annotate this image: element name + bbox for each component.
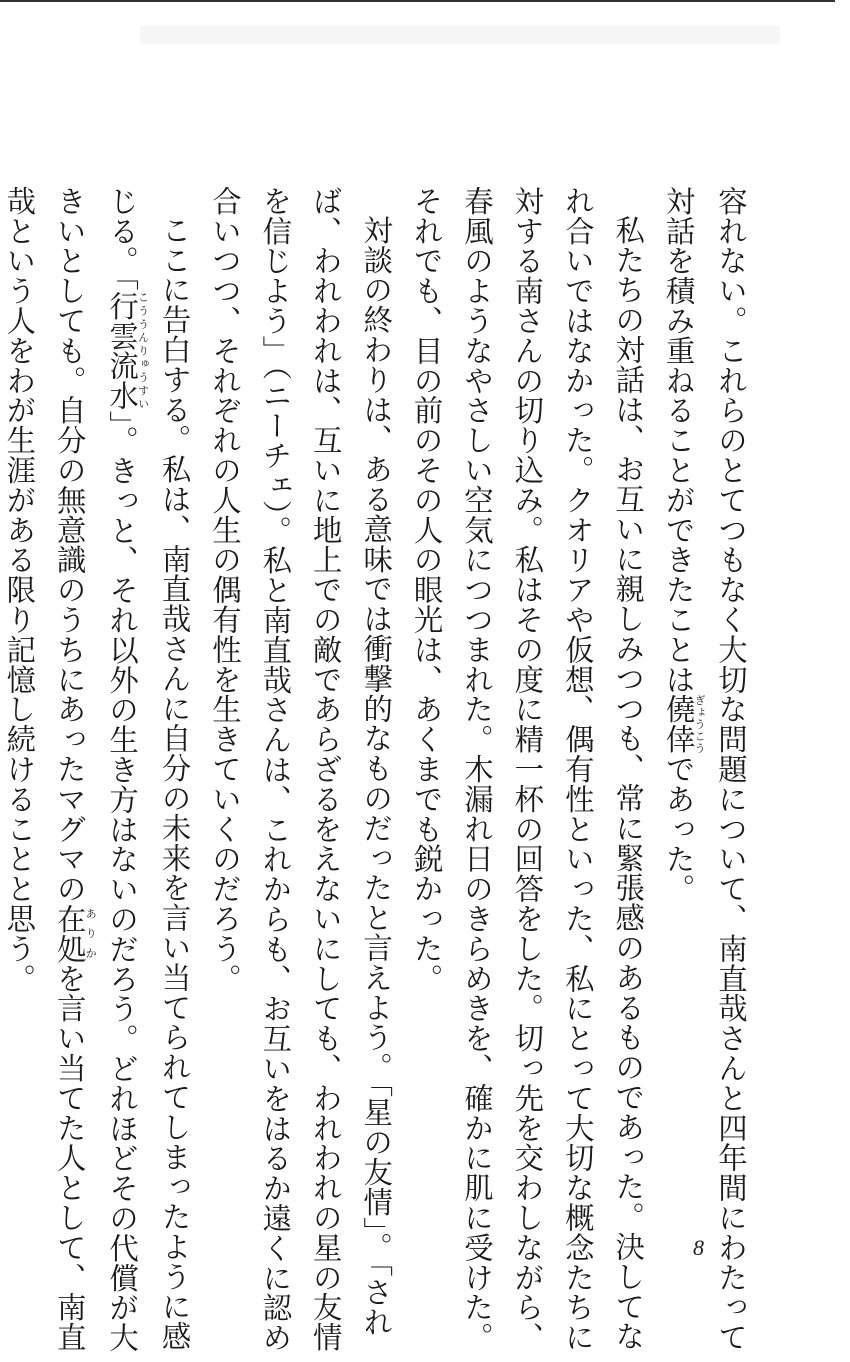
text-column-3: 私たちの対話は、お互いに親しみつつも、常に緊張感のあるものであった。決してな <box>611 215 646 1352</box>
text-column-10: を信じよう」（ニーチェ）。私と南直哉さんは、これからも、お互いをはるか遠くに認め <box>258 186 293 1353</box>
text-column-9: ば、われわれは、互いに地上での敵であらざるをえないにしても、われわれの星の友情 <box>308 186 343 1353</box>
text-column-6: 春風のようなやさしい空気につつまれた。木漏れ日のきらめきを、確かに肌に受けた。 <box>459 186 494 1353</box>
ruby-reading: ありか <box>84 903 98 964</box>
top-border-line <box>0 0 835 2</box>
text-column-12: ここに告白する。私は、南直哉さんに自分の未来を言い当てられてしまったように感 <box>157 215 192 1352</box>
text-column-11: 合いつつ、それぞれの人生の偶有性を生きていくのだろう。 <box>207 186 242 994</box>
text-column-13 <box>97 186 150 1353</box>
column-text-segment: 対話を積み重ねることができたことは <box>661 186 696 695</box>
text-column-2 <box>653 186 705 1266</box>
text-column-4: れ合いではなかった。クオリアや仮想、偶有性といった、私にとって大切な概念たちに <box>560 186 595 1353</box>
column-text-segment: を言い当てた人として、南直 <box>52 963 87 1353</box>
scan-artifact-band <box>140 26 780 44</box>
ruby-base: 在処 <box>52 903 87 964</box>
column-text-segment: 」。きっと、それ以外の生き方はないのだろう。どれほどその代償が大 <box>105 410 140 1353</box>
text-column-7: それでも、目の前のその人の眼光は、あくまでも鋭かった。 <box>409 186 444 994</box>
ruby-reading: こううんりゅうすい <box>136 290 150 411</box>
column-text-segment: じる。「 <box>105 186 140 291</box>
ruby-reading: ぎょうこう <box>693 694 707 755</box>
column-text-segment: きいとしても。自分の無意識のうちにあったマグマの <box>52 186 87 904</box>
furigana-kouunryuusui <box>105 290 150 411</box>
text-column-8: 対談の終わりは、ある意味では衝撃的なものだったと言えよう。「星の友情」。「され <box>359 215 394 1338</box>
page-number: 8 <box>693 1235 704 1260</box>
text-column-5: 対する南さんの切り込み。私はその度に精一杯の回答をした。切っ先を交わしながら、 <box>510 186 545 1353</box>
text-column-15: 哉という人をわが生涯がある限り記憶し続けることと思う。 <box>2 186 37 994</box>
text-column-14 <box>44 186 98 1353</box>
ruby-base: 行雲流水 <box>105 290 140 411</box>
vertical-text-body <box>0 186 756 1353</box>
furigana-arika <box>52 903 98 964</box>
text-column-1: 容れない。これらのとてつもなく大切な問題について、南直哉さんと四年間にわたって <box>714 186 748 1353</box>
column-text-segment: であった。 <box>661 754 696 904</box>
ruby-base: 僥倖 <box>661 694 696 755</box>
furigana-gyoukou <box>661 694 707 755</box>
